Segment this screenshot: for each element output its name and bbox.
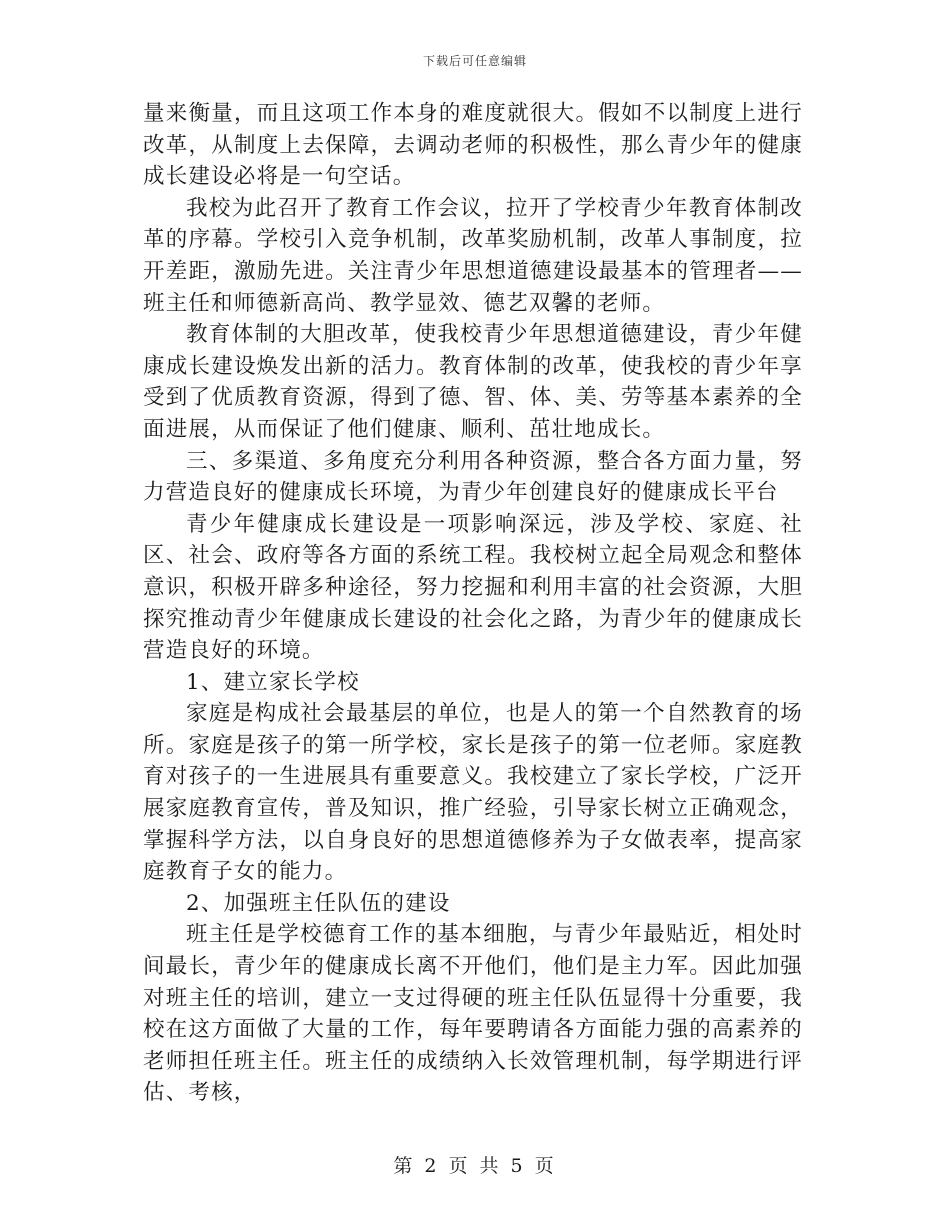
paragraph-3: 教育体制的大胆改革，使我校青少年思想道德建设，青少年健康成长建设焕发出新的活力。教育体制的改革，使我校的青少年享受到了优质教育资源，得到了德、智、体、美、劳等基本素养的全面进展，从而保证了他们健康、顺利、茁壮地成长。 <box>143 322 803 442</box>
paragraph-1: 量来衡量，而且这项工作本身的难度就很大。假如不以制度上进行改革，从制度上去保障，去调动老师的积极性，那么青少年的健康成长建设必将是一句空话。 <box>143 101 803 190</box>
subheading-parent-school: 1、建立家长学校 <box>186 669 360 695</box>
section-heading-3: 三、多渠道、多角度充分利用各种资源，整合各方面力量，努力营造良好的健康成长环境，为青少年创建良好的健康成长平台 <box>143 448 803 506</box>
paragraph-2: 我校为此召开了教育工作会议，拉开了学校青少年教育体制改革的序幕。学校引入竞争机制，改革奖励机制，改革人事制度，拉开差距，激励先进。关注青少年思想道德建设最基本的管理者——班主任和师德新高尚、教学显效、德艺双馨的老师。 <box>143 195 803 316</box>
paragraph-5: 青少年健康成长建设是一项影响深远，涉及学校、家庭、社区、社会、政府等各方面的系统工程。我校树立起全局观念和整体意识，积极开辟多种途径，努力挖掘和利用丰富的社会资源，大胆探究推动青少年健康成长建设的社会化之路，为青少年的健康成长营造良好的环境。 <box>143 511 803 664</box>
document-body <box>143 98 803 1109</box>
paragraph-7: 家庭是构成社会最基层的单位，也是人的第一个自然教育的场所。家庭是孩子的第一所学校，家长是孩子的第一位老师。家庭教育对孩子的一生进展具有重要意义。我校建立了家长学校，广泛开展家庭教育宣传，普及知识，推广经验，引导家长树立正确观念，掌握科学方法，以自身良好的思想道德修养为子女做表率，提高家庭教育子女的能力。 <box>143 701 803 885</box>
page-header-note: 下载后可任意编辑 <box>422 54 527 68</box>
page-number: 第 2 页 共 5 页 <box>393 1155 557 1177</box>
paragraph-9: 班主任是学校德育工作的基本细胞，与青少年最贴近，相处时间最长，青少年的健康成长离不开他们，他们是主力军。因此加强对班主任的培训，建立一支过得硬的班主任队伍显得十分重要，我校在这方面做了大量的工作，每年要聘请各方面能力强的高素养的老师担任班主任。班主任的成绩纳入长效管理机制，每学期进行评估、考核， <box>143 922 803 1106</box>
subheading-class-teacher: 2、加强班主任队伍的建设 <box>186 890 451 916</box>
